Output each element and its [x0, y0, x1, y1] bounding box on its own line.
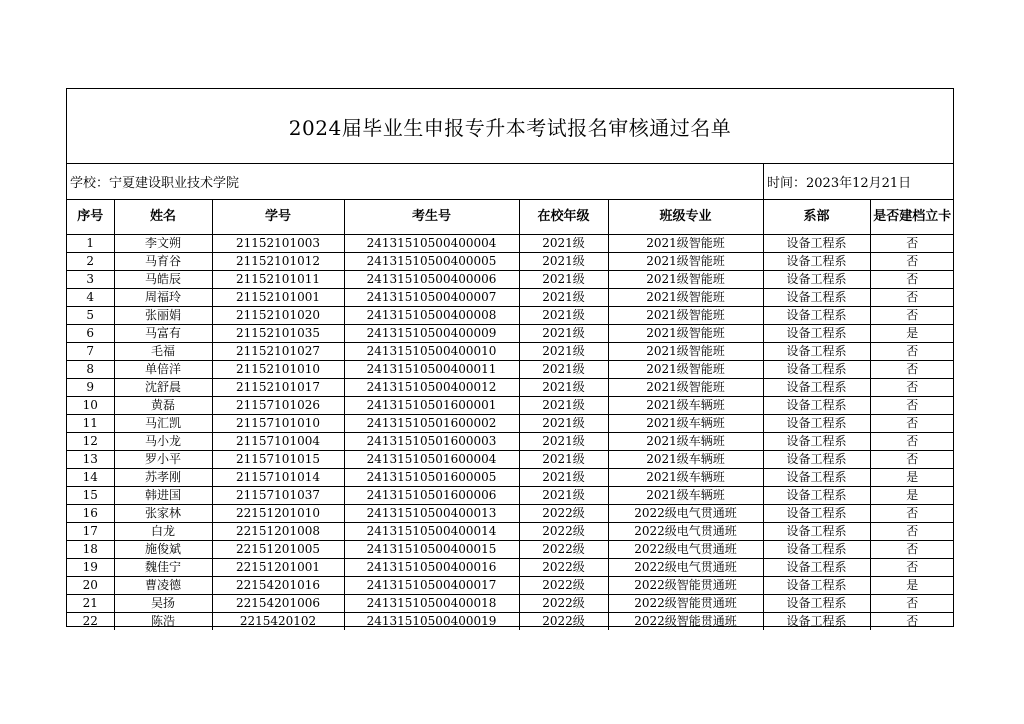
- table-row: [67, 523, 954, 541]
- column-header-exam-id: 考生号: [344, 200, 519, 235]
- cell-grade: 2021级: [519, 343, 608, 361]
- cell-poverty-file: 否: [870, 613, 954, 631]
- cell-department: 设备工程系: [763, 559, 870, 577]
- cell-department: 设备工程系: [763, 487, 870, 505]
- cell-exam-id: 24131510500400015: [344, 541, 519, 559]
- cell-poverty-file: 否: [870, 379, 954, 397]
- cell-class: 2022级智能贯通班: [608, 577, 763, 595]
- cell-grade: 2021级: [519, 325, 608, 343]
- cell-name: 陈浩: [114, 613, 212, 631]
- cell-class: 2021级车辆班: [608, 469, 763, 487]
- table-row: [67, 361, 954, 379]
- cell-class: 2021级智能班: [608, 325, 763, 343]
- cell-exam-id: 24131510500400016: [344, 559, 519, 577]
- info-band: [67, 164, 953, 200]
- cell-poverty-file: 否: [870, 289, 954, 307]
- cell-exam-id: 24131510501600001: [344, 397, 519, 415]
- cell-exam-id: 24131510501600004: [344, 451, 519, 469]
- cell-class: 2021级车辆班: [608, 415, 763, 433]
- cell-index: 2: [67, 253, 114, 271]
- cell-grade: 2021级: [519, 307, 608, 325]
- cell-index: 15: [67, 487, 114, 505]
- cell-index: 12: [67, 433, 114, 451]
- table-row: [67, 325, 954, 343]
- cell-exam-id: 24131510500400019: [344, 613, 519, 631]
- cell-name: 马富有: [114, 325, 212, 343]
- cell-department: 设备工程系: [763, 379, 870, 397]
- cell-grade: 2021级: [519, 361, 608, 379]
- cell-name: 苏孝刚: [114, 469, 212, 487]
- cell-poverty-file: 否: [870, 523, 954, 541]
- cell-grade: 2021级: [519, 253, 608, 271]
- cell-exam-id: 24131510500400007: [344, 289, 519, 307]
- cell-grade: 2021级: [519, 379, 608, 397]
- cell-index: 1: [67, 235, 114, 253]
- cell-student-id: 21157101026: [212, 397, 344, 415]
- table-row: [67, 595, 954, 613]
- cell-name: 张家林: [114, 505, 212, 523]
- cell-index: 16: [67, 505, 114, 523]
- cell-department: 设备工程系: [763, 433, 870, 451]
- cell-grade: 2021级: [519, 451, 608, 469]
- table-row: [67, 415, 954, 433]
- cell-name: 张丽娟: [114, 307, 212, 325]
- cell-exam-id: 24131510500400009: [344, 325, 519, 343]
- cell-exam-id: 24131510500400006: [344, 271, 519, 289]
- cell-grade: 2022级: [519, 541, 608, 559]
- cell-index: 14: [67, 469, 114, 487]
- cell-grade: 2021级: [519, 289, 608, 307]
- table-row: [67, 253, 954, 271]
- cell-department: 设备工程系: [763, 541, 870, 559]
- cell-index: 4: [67, 289, 114, 307]
- cell-grade: 2021级: [519, 487, 608, 505]
- table-row: [67, 469, 954, 487]
- cell-poverty-file: 否: [870, 235, 954, 253]
- cell-index: 18: [67, 541, 114, 559]
- cell-grade: 2022级: [519, 523, 608, 541]
- column-header-index: 序号: [67, 200, 114, 235]
- cell-name: 白龙: [114, 523, 212, 541]
- table-row: [67, 289, 954, 307]
- cell-poverty-file: 否: [870, 505, 954, 523]
- cell-grade: 2021级: [519, 235, 608, 253]
- date-label: 时间：: [767, 176, 807, 191]
- cell-class: 2022级电气贯通班: [608, 559, 763, 577]
- table-row: [67, 235, 954, 253]
- cell-student-id: 21157101004: [212, 433, 344, 451]
- table-row: [67, 577, 954, 595]
- column-header-poverty-file: 是否建档立卡: [870, 200, 954, 235]
- cell-class: 2022级智能贯通班: [608, 613, 763, 631]
- cell-exam-id: 24131510501600005: [344, 469, 519, 487]
- cell-grade: 2022级: [519, 613, 608, 631]
- cell-class: 2022级电气贯通班: [608, 505, 763, 523]
- cell-exam-id: 24131510500400012: [344, 379, 519, 397]
- cell-poverty-file: 否: [870, 451, 954, 469]
- cell-student-id: 22151201005: [212, 541, 344, 559]
- cell-class: 2021级智能班: [608, 307, 763, 325]
- cell-name: 周福玲: [114, 289, 212, 307]
- school-label: 学校：: [70, 176, 110, 191]
- cell-department: 设备工程系: [763, 307, 870, 325]
- date-value: 2023年12月21日: [806, 176, 912, 191]
- table-row: [67, 451, 954, 469]
- cell-student-id: 21152101035: [212, 325, 344, 343]
- column-header-department: 系部: [763, 200, 870, 235]
- cell-student-id: 21157101010: [212, 415, 344, 433]
- table-row: [67, 379, 954, 397]
- cell-student-id: 21152101011: [212, 271, 344, 289]
- cell-department: 设备工程系: [763, 271, 870, 289]
- cell-department: 设备工程系: [763, 469, 870, 487]
- table-row: [67, 397, 954, 415]
- cell-class: 2021级车辆班: [608, 397, 763, 415]
- cell-class: 2021级智能班: [608, 289, 763, 307]
- cell-name: 施俊斌: [114, 541, 212, 559]
- cell-grade: 2021级: [519, 271, 608, 289]
- cell-class: 2021级智能班: [608, 361, 763, 379]
- cell-department: 设备工程系: [763, 415, 870, 433]
- cell-student-id: 22154201016: [212, 577, 344, 595]
- cell-exam-id: 24131510500400017: [344, 577, 519, 595]
- cell-poverty-file: 否: [870, 253, 954, 271]
- cell-index: 11: [67, 415, 114, 433]
- cell-department: 设备工程系: [763, 523, 870, 541]
- cell-department: 设备工程系: [763, 595, 870, 613]
- cell-poverty-file: 是: [870, 469, 954, 487]
- cell-grade: 2021级: [519, 469, 608, 487]
- cell-grade: 2022级: [519, 577, 608, 595]
- column-header-student-id: 学号: [212, 200, 344, 235]
- roster-body: [67, 235, 954, 631]
- table-row: [67, 307, 954, 325]
- cell-department: 设备工程系: [763, 361, 870, 379]
- cell-index: 7: [67, 343, 114, 361]
- cell-student-id: 22151201008: [212, 523, 344, 541]
- cell-exam-id: 24131510501600002: [344, 415, 519, 433]
- table-row: [67, 613, 954, 631]
- cell-exam-id: 24131510501600006: [344, 487, 519, 505]
- cell-name: 马皓辰: [114, 271, 212, 289]
- cell-poverty-file: 否: [870, 307, 954, 325]
- header-row: [67, 200, 954, 235]
- cell-grade: 2022级: [519, 505, 608, 523]
- cell-grade: 2021级: [519, 433, 608, 451]
- cell-index: 13: [67, 451, 114, 469]
- cell-class: 2022级电气贯通班: [608, 523, 763, 541]
- cell-poverty-file: 是: [870, 577, 954, 595]
- cell-index: 5: [67, 307, 114, 325]
- cell-exam-id: 24131510500400005: [344, 253, 519, 271]
- column-header-name: 姓名: [114, 200, 212, 235]
- cell-exam-id: 24131510501600003: [344, 433, 519, 451]
- cell-index: 22: [67, 613, 114, 631]
- cell-department: 设备工程系: [763, 505, 870, 523]
- cell-poverty-file: 否: [870, 397, 954, 415]
- column-header-class: 班级专业: [608, 200, 763, 235]
- cell-class: 2021级智能班: [608, 343, 763, 361]
- cell-poverty-file: 否: [870, 271, 954, 289]
- school-name: 宁夏建设职业技术学院: [109, 176, 240, 191]
- cell-department: 设备工程系: [763, 397, 870, 415]
- cell-index: 10: [67, 397, 114, 415]
- roster-sheet: [66, 88, 954, 627]
- cell-index: 8: [67, 361, 114, 379]
- cell-name: 吴扬: [114, 595, 212, 613]
- cell-poverty-file: 否: [870, 559, 954, 577]
- cell-grade: 2021级: [519, 397, 608, 415]
- date-cell: [764, 164, 953, 199]
- cell-student-id: 21152101001: [212, 289, 344, 307]
- cell-name: 马小龙: [114, 433, 212, 451]
- cell-poverty-file: 否: [870, 343, 954, 361]
- table-row: [67, 271, 954, 289]
- cell-student-id: 22151201010: [212, 505, 344, 523]
- cell-poverty-file: 否: [870, 541, 954, 559]
- cell-name: 沈舒晨: [114, 379, 212, 397]
- cell-poverty-file: 是: [870, 487, 954, 505]
- table-row: [67, 559, 954, 577]
- cell-exam-id: 24131510500400010: [344, 343, 519, 361]
- cell-index: 3: [67, 271, 114, 289]
- cell-student-id: 21157101015: [212, 451, 344, 469]
- cell-student-id: 21157101037: [212, 487, 344, 505]
- cell-index: 9: [67, 379, 114, 397]
- cell-class: 2022级电气贯通班: [608, 541, 763, 559]
- table-row: [67, 487, 954, 505]
- cell-student-id: 21152101012: [212, 253, 344, 271]
- table-row: [67, 343, 954, 361]
- cell-name: 曹凌德: [114, 577, 212, 595]
- cell-department: 设备工程系: [763, 343, 870, 361]
- cell-student-id: 22154201006: [212, 595, 344, 613]
- cell-class: 2022级智能贯通班: [608, 595, 763, 613]
- cell-name: 韩进国: [114, 487, 212, 505]
- cell-class: 2021级智能班: [608, 235, 763, 253]
- cell-poverty-file: 是: [870, 325, 954, 343]
- cell-exam-id: 24131510500400013: [344, 505, 519, 523]
- cell-name: 李文朔: [114, 235, 212, 253]
- cell-class: 2021级车辆班: [608, 451, 763, 469]
- cell-student-id: 2215420102: [212, 613, 344, 631]
- cell-name: 罗小平: [114, 451, 212, 469]
- cell-exam-id: 24131510500400014: [344, 523, 519, 541]
- cell-name: 马育谷: [114, 253, 212, 271]
- cell-department: 设备工程系: [763, 289, 870, 307]
- page-title: 2024届毕业生申报专升本考试报名审核通过名单: [288, 115, 732, 140]
- cell-class: 2021级智能班: [608, 253, 763, 271]
- cell-name: 魏佳宁: [114, 559, 212, 577]
- cell-exam-id: 24131510500400018: [344, 595, 519, 613]
- cell-department: 设备工程系: [763, 451, 870, 469]
- cell-grade: 2021级: [519, 415, 608, 433]
- cell-poverty-file: 否: [870, 361, 954, 379]
- table-row: [67, 505, 954, 523]
- roster-table: [67, 200, 954, 630]
- cell-name: 黄磊: [114, 397, 212, 415]
- cell-name: 毛福: [114, 343, 212, 361]
- cell-grade: 2022级: [519, 559, 608, 577]
- cell-student-id: 21152101027: [212, 343, 344, 361]
- cell-index: 21: [67, 595, 114, 613]
- cell-grade: 2022级: [519, 595, 608, 613]
- cell-class: 2021级车辆班: [608, 487, 763, 505]
- cell-student-id: 21152101003: [212, 235, 344, 253]
- title-band: [67, 89, 953, 164]
- cell-student-id: 21157101014: [212, 469, 344, 487]
- table-row: [67, 541, 954, 559]
- cell-student-id: 21152101020: [212, 307, 344, 325]
- cell-index: 19: [67, 559, 114, 577]
- cell-poverty-file: 否: [870, 595, 954, 613]
- cell-student-id: 21152101017: [212, 379, 344, 397]
- column-header-grade: 在校年级: [519, 200, 608, 235]
- cell-index: 20: [67, 577, 114, 595]
- cell-class: 2021级智能班: [608, 271, 763, 289]
- cell-poverty-file: 否: [870, 433, 954, 451]
- cell-exam-id: 24131510500400011: [344, 361, 519, 379]
- cell-department: 设备工程系: [763, 613, 870, 631]
- cell-exam-id: 24131510500400008: [344, 307, 519, 325]
- cell-department: 设备工程系: [763, 253, 870, 271]
- cell-exam-id: 24131510500400004: [344, 235, 519, 253]
- cell-name: 马汇凯: [114, 415, 212, 433]
- table-row: [67, 433, 954, 451]
- cell-department: 设备工程系: [763, 325, 870, 343]
- cell-index: 6: [67, 325, 114, 343]
- cell-department: 设备工程系: [763, 235, 870, 253]
- cell-name: 单倍洋: [114, 361, 212, 379]
- cell-department: 设备工程系: [763, 577, 870, 595]
- cell-index: 17: [67, 523, 114, 541]
- cell-poverty-file: 否: [870, 415, 954, 433]
- school-cell: [67, 164, 764, 199]
- cell-student-id: 22151201001: [212, 559, 344, 577]
- cell-class: 2021级智能班: [608, 379, 763, 397]
- cell-student-id: 21152101010: [212, 361, 344, 379]
- cell-class: 2021级车辆班: [608, 433, 763, 451]
